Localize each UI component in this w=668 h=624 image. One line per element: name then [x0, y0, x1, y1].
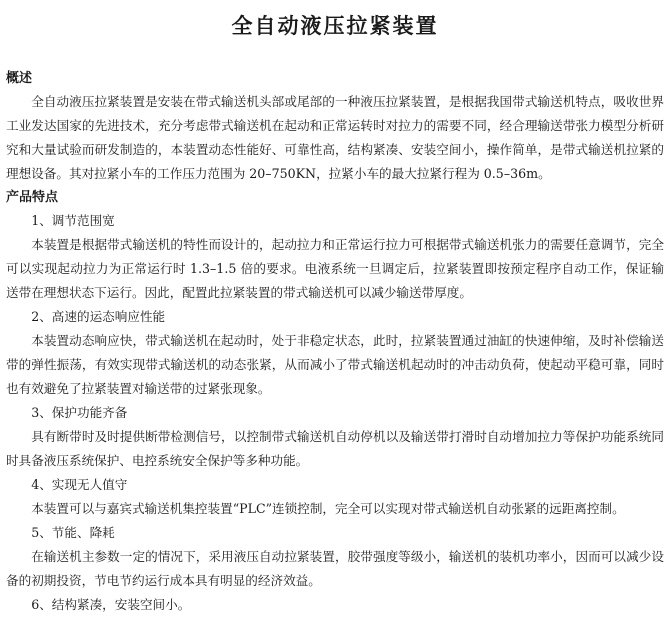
feature-heading: 1、调节范围宽	[31, 213, 115, 228]
features-heading: 产品特点	[6, 190, 59, 205]
overview-paragraph: 全自动液压拉紧装置是安装在带式输送机头部或尾部的一种液压拉紧装置，是根据我国带式输送机特点，吸收世界工业发达国家的先进技术，充分考虑带式输送机在起动和正常运转时对拉力的需要不同，经合理输送带张力模型分析研究和大量试验而研发制造的，本装置动态性能好、可靠性高，结构紧凑、安装空间小，操作简单，是带式输送机拉紧的理想设备。其对拉紧小车的工作压力范围为 20–750KN，拉紧小车的最大拉紧行程为 0.5–36m。	[6, 94, 664, 181]
feature-3	[6, 401, 664, 473]
feature-heading: 6、结构紧凑，安装空间小。	[31, 597, 191, 612]
feature-paragraph: 在输送机主参数一定的情况下，采用液压自动拉紧装置，胶带强度等级小，输送机的装机功率小，因而可以减少设备的初期投资，节电节约运行成本具有明显的经济效益。	[6, 549, 664, 588]
feature-heading: 4、实现无人值守	[31, 477, 128, 492]
feature-heading: 3、保护功能齐备	[31, 405, 128, 420]
feature-paragraph: 本装置动态响应快，带式输送机在起动时，处于非稳定状态，此时，拉紧装置通过油缸的快速伸缩，及时补偿输送带的弹性振荡，有效实现带式输送机的动态张紧，从而减小了带式输送机起动时的冲击动负荷，使起动平稳可靠，同时也有效避免了拉紧装置对输送带的过紧张现象。	[6, 333, 664, 396]
overview-heading: 概述	[6, 71, 33, 86]
feature-paragraph: 本装置是根据带式输送机的特性而设计的，起动拉力和正常运行拉力可根据带式输送机张力的需要任意调节，完全可以实现起动拉力为正常运行时 1.3–1.5 倍的要求。电液系统一旦调定后，拉紧装置即按预定程序自动工作，保证输送带在理想状态下运行。因此，配置此拉紧装置的带式输送机可以减少输送带厚度。	[6, 237, 664, 300]
feature-4	[6, 473, 664, 521]
feature-paragraph: 本装置可以与嘉宾式输送机集控装置“PLC”连锁控制，完全可以实现对带式输送机自动张紧的远距离控制。	[31, 501, 625, 516]
feature-1	[6, 209, 664, 305]
document-title: 全自动液压拉紧装置	[231, 13, 439, 38]
feature-heading: 5、节能、降耗	[31, 525, 115, 540]
feature-paragraph: 具有断带时及时提供断带检测信号，以控制带式输送机自动停机以及输送带打滑时自动增加拉力等保护功能系统同时具备液压系统保护、电控系统安全保护等多种功能。	[6, 429, 664, 468]
feature-heading: 2、高速的运态响应性能	[31, 309, 166, 324]
feature-6	[6, 593, 664, 617]
feature-2	[6, 305, 664, 401]
feature-5	[6, 521, 664, 593]
